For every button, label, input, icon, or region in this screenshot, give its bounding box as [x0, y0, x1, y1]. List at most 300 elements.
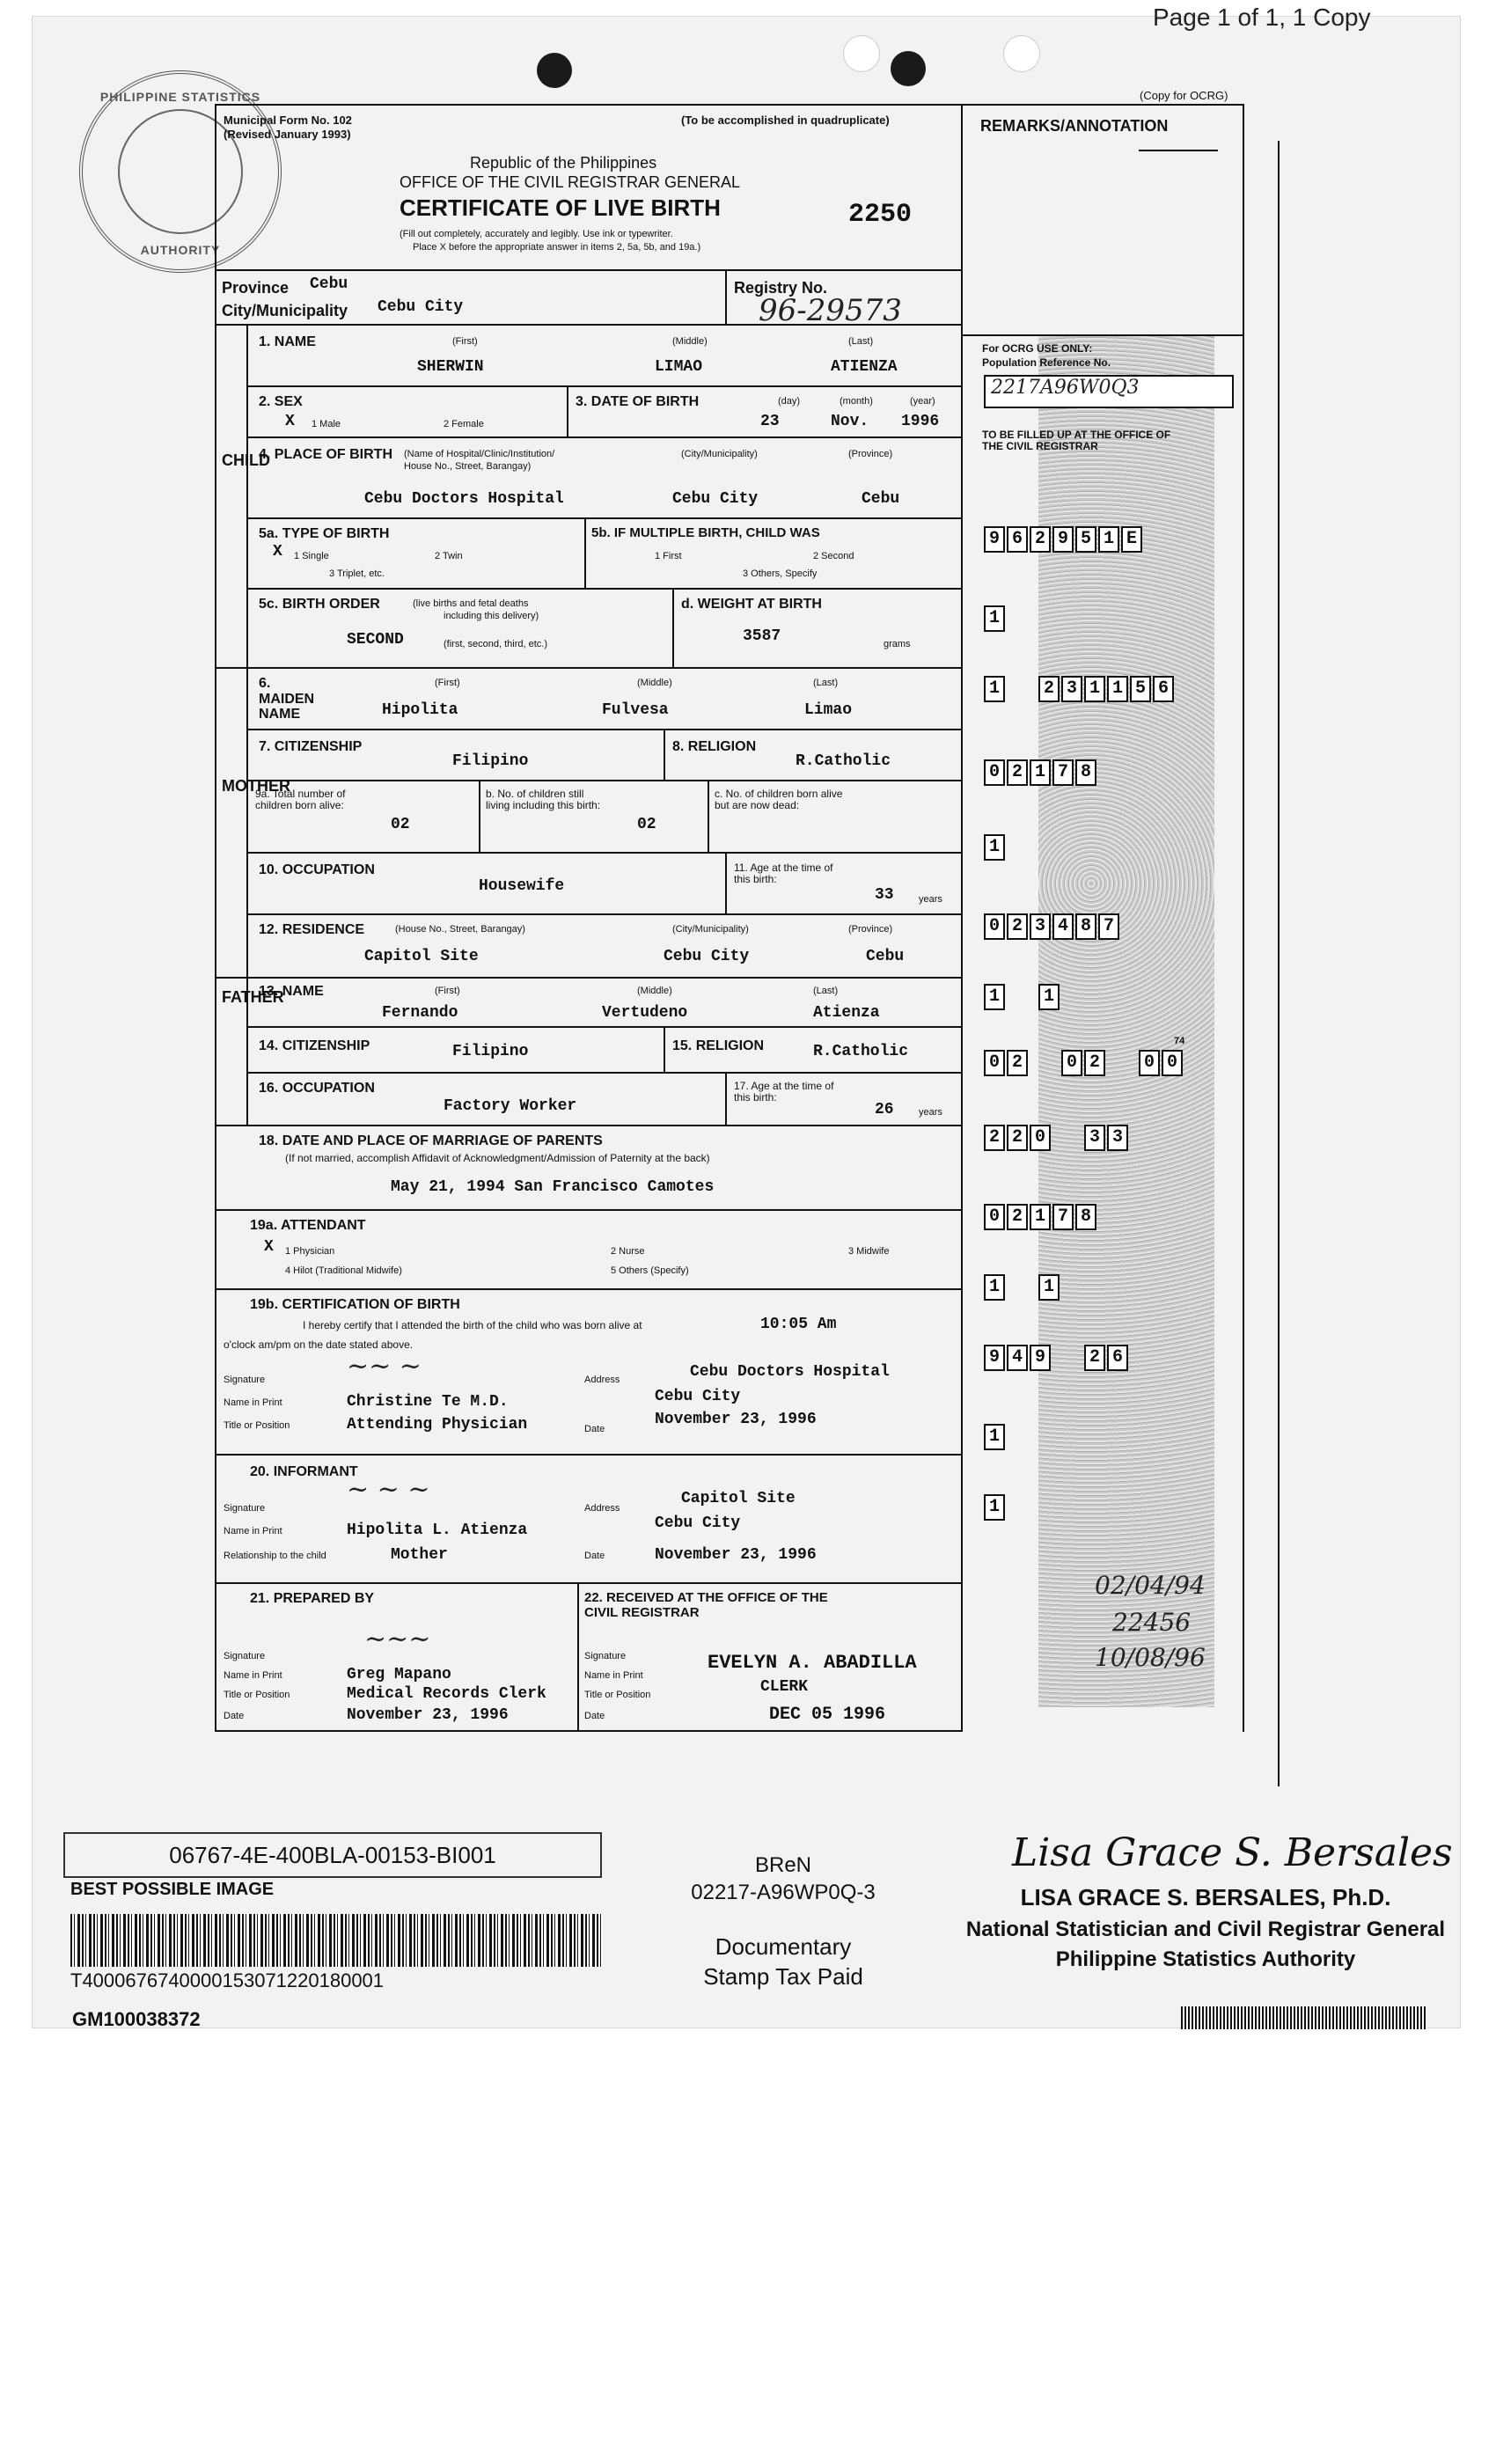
divider [215, 1209, 963, 1211]
code-cell: 1 [984, 834, 1005, 861]
mother-first-name: Hipolita [382, 701, 458, 719]
mother-religion-label: 8. RELIGION [672, 739, 757, 754]
residence-city-label: (City/Municipality) [672, 924, 749, 935]
dob-month-label: (month) [840, 396, 873, 407]
city-value: Cebu City [378, 298, 464, 316]
form-revised: (Revised January 1993) [224, 128, 351, 141]
registry-number: 96-29573 [759, 293, 902, 328]
code-cell: 2 [1007, 759, 1028, 786]
mother-occupation-label: 10. OCCUPATION [259, 862, 375, 877]
prepared-title-label: Title or Position [224, 1690, 290, 1700]
code-cell-group [1038, 676, 1174, 702]
pob-label: 4. PLACE OF BIRTH [259, 447, 393, 462]
divider [246, 913, 963, 915]
divider [664, 1026, 665, 1072]
code-cell-group [984, 759, 1096, 786]
population-ref-box [984, 375, 1234, 408]
birth-weight-unit: grams [884, 639, 911, 649]
attendant-nurse: 2 Nurse [611, 1246, 645, 1257]
received-date: DEC 05 1996 [769, 1705, 886, 1725]
code-cell-group [984, 526, 1142, 553]
informant-relationship: Mother [391, 1546, 448, 1564]
divider [246, 385, 963, 387]
code-cell: 0 [984, 1050, 1005, 1076]
form-number: Municipal Form No. 102 [224, 114, 352, 127]
father-age: 26 [875, 1101, 894, 1118]
stamp-tax-block [651, 1932, 915, 1992]
father-middle-name: Vertudeno [602, 1004, 688, 1022]
punch-hole [537, 53, 572, 88]
best-image-label: BEST POSSIBLE IMAGE [70, 1880, 275, 1899]
code-cell: 1 [1030, 759, 1051, 786]
annotation-handwriting-3: 10/08/96 [1095, 1643, 1206, 1672]
code-cell-group [984, 1050, 1028, 1076]
remarks-title: REMARKS/ANNOTATION [980, 117, 1169, 135]
mother-last-name: Limao [804, 701, 853, 719]
quadruplicate-note: (To be accomplished in quadruplicate) [681, 114, 890, 127]
dob-label: 3. DATE OF BIRTH [576, 394, 700, 409]
pob-sub-2: House No., Street, Barangay) [404, 461, 532, 472]
code-cell: 2 [984, 1125, 1005, 1151]
born-alive-value: 02 [391, 816, 410, 833]
child-last-name: ATIENZA [831, 358, 898, 376]
informant-date-label: Date [584, 1551, 605, 1561]
registrar-name: LISA GRACE S. BERSALES, Ph.D. [1020, 1884, 1391, 1910]
cert-title: Attending Physician [347, 1416, 528, 1434]
multiple-birth-label: 5b. IF MULTIPLE BIRTH, CHILD WAS [591, 525, 820, 540]
bren-value: 02217-A96WP0Q-3 [691, 1881, 876, 1905]
code-cell: 1 [984, 676, 1005, 702]
code-cell: E [1121, 526, 1142, 553]
living-children-value: 02 [637, 816, 656, 833]
bren-block [651, 1852, 915, 1906]
code-cell: 5 [1130, 676, 1151, 702]
code-cell: 9 [1052, 526, 1074, 553]
sex-male-option: 1 Male [312, 419, 341, 429]
mother-age: 33 [875, 886, 894, 904]
code-cell: 9 [984, 526, 1005, 553]
code-cell: 0 [1162, 1050, 1183, 1076]
child-middle-name: LIMAO [655, 358, 703, 376]
received-date-label: Date [584, 1711, 605, 1721]
child-middle-label: (Middle) [672, 336, 708, 347]
attendant-others: 5 Others (Specify) [611, 1265, 689, 1276]
code-cell: 4 [1007, 1345, 1028, 1371]
attendant-hilot: 4 Hilot (Traditional Midwife) [285, 1265, 402, 1276]
code-cell: 9 [984, 1345, 1005, 1371]
stamp-tax-line-2: Stamp Tax Paid [703, 1962, 863, 1990]
birth-order-sub-1: (live births and fetal deaths [413, 598, 529, 609]
informant-address-label: Address [584, 1503, 620, 1514]
dob-day-label: (day) [778, 396, 801, 407]
father-religion: R.Catholic [813, 1043, 909, 1060]
birth-order-label: 5c. BIRTH ORDER [259, 597, 380, 612]
code-cell: 1 [984, 1274, 1005, 1301]
divider [246, 1026, 963, 1028]
code-cell: 0 [1030, 1125, 1051, 1151]
code-cell: 8 [1075, 913, 1096, 940]
province-value: Cebu [310, 275, 348, 293]
physician-signature: ~~ ~ [347, 1351, 422, 1382]
cert-address-2: Cebu City [655, 1388, 741, 1405]
civil-registrar-label: TO BE FILLED UP AT THE OFFICE OF THE CIVIL REGISTRAR [982, 429, 1171, 453]
dead-children-label: c. No. of children born alive but are now dead: [715, 788, 843, 812]
divider [725, 852, 727, 913]
cert-date-label: Date [584, 1424, 605, 1434]
annotation-handwriting-1: 02/04/94 [1095, 1571, 1206, 1600]
multiple-first-option: 1 First [655, 551, 682, 561]
secondary-barcode [1181, 2006, 1427, 2029]
seal-top-text: PHILIPPINE STATISTICS [99, 90, 261, 104]
divider [708, 780, 709, 852]
type-twin-option: 2 Twin [435, 551, 463, 561]
living-children-label: b. No. of children still living including this birth: [486, 788, 601, 812]
certification-time: 10:05 Am [760, 1316, 837, 1333]
dob-day: 23 [760, 413, 780, 430]
divider [246, 588, 963, 590]
father-occupation: Factory Worker [444, 1097, 577, 1115]
mother-middle-name: Fulvesa [602, 701, 669, 719]
pob-province-label: (Province) [848, 449, 893, 459]
father-age-label: 17. Age at the time of this birth: [734, 1080, 834, 1104]
code-cell: 6 [1007, 526, 1028, 553]
informant-name-label: Name in Print [224, 1526, 282, 1536]
divider [725, 269, 727, 326]
mother-citizenship: Filipino [452, 752, 529, 770]
cert-title-label: Title or Position [224, 1420, 290, 1431]
prepared-label: 21. PREPARED BY [250, 1591, 375, 1606]
child-first-label: (First) [452, 336, 478, 347]
cert-signature-label: Signature [224, 1375, 266, 1385]
father-last-label: (Last) [813, 986, 839, 996]
received-signature-label: Signature [584, 1651, 627, 1661]
birth-certificate-form [215, 104, 963, 1732]
divider [246, 852, 963, 854]
code-cell: 3 [1084, 1125, 1105, 1151]
residence-sub: (House No., Street, Barangay) [395, 924, 525, 935]
code-cell: 5 [1075, 526, 1096, 553]
code-cell-group [984, 605, 1005, 632]
cert-name: Christine Te M.D. [347, 1393, 509, 1411]
prepared-signature-label: Signature [224, 1651, 266, 1661]
divider [584, 517, 586, 588]
code-cell: 7 [1052, 1204, 1074, 1230]
pob-city-label: (City/Municipality) [681, 449, 758, 459]
sex-mark: X [285, 413, 295, 430]
mother-age-unit: years [919, 894, 942, 905]
registry-label: Registry No. [734, 279, 828, 297]
registrar-block [959, 1881, 1452, 1976]
cert-date: November 23, 1996 [655, 1411, 817, 1428]
child-side-label: CHILD [222, 451, 270, 469]
copy-for-label: (Copy for OCRG) [1140, 89, 1228, 102]
divider [725, 1072, 727, 1125]
sex-female-option: 2 Female [444, 419, 484, 429]
attendant-mark: X [264, 1238, 274, 1256]
informant-date: November 23, 1996 [655, 1546, 817, 1564]
received-label: 22. RECEIVED AT THE OFFICE OF THE CIVIL REGISTRAR [584, 1590, 828, 1620]
cert-address-1: Cebu Doctors Hospital [690, 1363, 890, 1381]
code-cell: 7 [1098, 913, 1119, 940]
code-cell: 3 [1030, 913, 1051, 940]
pob-city: Cebu City [672, 490, 759, 508]
mother-age-label: 11. Age at the time of this birth: [734, 862, 833, 886]
birth-order-sub-3: (first, second, third, etc.) [444, 639, 547, 649]
code-cell-group [1084, 1345, 1128, 1371]
divider [215, 1582, 963, 1584]
received-name-label: Name in Print [584, 1670, 643, 1681]
multiple-second-option: 2 Second [813, 551, 854, 561]
birth-weight-label: d. WEIGHT AT BIRTH [681, 597, 822, 612]
code-cell-group [984, 1274, 1005, 1301]
code-cell: 0 [984, 913, 1005, 940]
instruction-line-1: (Fill out completely, accurately and legibly. Use ink or typewriter. [400, 229, 673, 239]
divider [246, 729, 963, 730]
informant-address-2: Cebu City [655, 1514, 741, 1532]
attendant-midwife: 3 Midwife [848, 1246, 890, 1257]
pob-sub-1: (Name of Hospital/Clinic/Institution/ [404, 449, 555, 459]
bren-label: BReN [754, 1853, 812, 1877]
page-number: Page 1 of 1, 1 Copy [1153, 4, 1371, 31]
seal-bottom-text: AUTHORITY [140, 243, 221, 257]
attendant-physician: 1 Physician [285, 1246, 335, 1257]
divider [577, 1582, 579, 1732]
prepared-date: November 23, 1996 [347, 1706, 509, 1724]
republic-label: Republic of the Philippines [470, 154, 657, 172]
stamp-tax-line-1: Documentary [715, 1933, 852, 1960]
code-cell: 1 [1038, 1274, 1060, 1301]
cert-name-label: Name in Print [224, 1397, 282, 1408]
birth-order-value: SECOND [347, 631, 404, 649]
residence-province-label: (Province) [848, 924, 893, 935]
code-cell: 1 [984, 1494, 1005, 1521]
child-name-label: 1. NAME [259, 334, 316, 349]
father-citizenship-label: 14. CITIZENSHIP [259, 1038, 370, 1053]
divider [215, 667, 963, 669]
mother-first-label: (First) [435, 678, 460, 688]
code-cell: 1 [984, 605, 1005, 632]
type-of-birth-label: 5a. TYPE OF BIRTH [259, 526, 390, 541]
residence-province: Cebu [866, 948, 905, 965]
father-first-label: (First) [435, 986, 460, 996]
barcode [70, 1914, 603, 1967]
registrar-signature: Lisa Grace S. Bersales [1012, 1830, 1453, 1875]
code-cell: 0 [1061, 1050, 1082, 1076]
ocrg-use-label: For OCRG USE ONLY: [982, 342, 1093, 355]
certification-oclock: o'clock am/pm on the date stated above. [224, 1338, 414, 1351]
code-cell-group [984, 1424, 1005, 1450]
pob-province: Cebu [862, 490, 900, 508]
code-cell-group [984, 1345, 1051, 1371]
code-cell: 2 [1084, 1345, 1105, 1371]
father-last-name: Atienza [813, 1004, 880, 1022]
code-cell: 1 [1084, 676, 1105, 702]
birth-order-sub-2: including this delivery) [444, 611, 539, 621]
code-cell: 2 [1007, 1050, 1028, 1076]
population-ref-label: Population Reference No. [982, 356, 1111, 369]
code-cell: 0 [1139, 1050, 1160, 1076]
control-number: 06767-4E-400BLA-00153-BI001 [63, 1832, 602, 1878]
received-title-label: Title or Position [584, 1690, 651, 1700]
dob-year: 1996 [901, 413, 940, 430]
code-cell: 6 [1153, 676, 1174, 702]
code-cell: 1 [1030, 1204, 1051, 1230]
code-cell: 4 [1052, 913, 1074, 940]
father-first-name: Fernando [382, 1004, 458, 1022]
sex-label: 2. SEX [259, 394, 303, 409]
annotation-handwriting-2: 22456 [1112, 1608, 1192, 1637]
prepared-title: Medical Records Clerk [347, 1685, 546, 1703]
code-cell: 0 [984, 759, 1005, 786]
certification-label: 19b. CERTIFICATION OF BIRTH [250, 1297, 460, 1312]
code-cell-group [1084, 1125, 1128, 1151]
divider [567, 385, 568, 436]
certificate-number: 2250 [848, 200, 913, 230]
code-cell-group [984, 1204, 1096, 1230]
code-cell: 0 [984, 1204, 1005, 1230]
residence-city: Cebu City [664, 948, 750, 965]
prepared-date-label: Date [224, 1711, 245, 1721]
code-cell: 8 [1075, 1204, 1096, 1230]
registrar-title: National Statistician and Civil Registrar General [965, 1917, 1446, 1941]
code-cell: 1 [1098, 526, 1119, 553]
divider [215, 1454, 963, 1456]
prepared-name: Greg Mapano [347, 1666, 451, 1683]
informant-signature-label: Signature [224, 1503, 266, 1514]
child-last-label: (Last) [848, 336, 874, 347]
marriage-sub: (If not married, accomplish Affidavit of Acknowledgment/Admission of Paternity at the back) [285, 1152, 710, 1164]
code-cell: 3 [1061, 676, 1082, 702]
mother-religion: R.Catholic [796, 752, 891, 770]
code-cell: 1 [984, 1424, 1005, 1450]
informant-label: 20. INFORMANT [250, 1464, 358, 1479]
city-label: City/Municipality [222, 302, 348, 319]
certification-text: I hereby certify that I attended the birth of the child who was born alive at [303, 1319, 642, 1331]
dob-year-label: (year) [910, 396, 935, 407]
code-cell: 2 [1007, 913, 1028, 940]
code-cell-group [984, 984, 1005, 1010]
punch-hole [1003, 35, 1040, 72]
prepared-name-label: Name in Print [224, 1670, 282, 1681]
code-cell-group [984, 1494, 1005, 1521]
code-cell: 8 [1075, 759, 1096, 786]
code-cell: 9 [1030, 1345, 1051, 1371]
received-name: EVELYN A. ABADILLA [708, 1652, 917, 1674]
mother-citizenship-label: 7. CITIZENSHIP [259, 739, 363, 754]
code-cell-group [984, 834, 1005, 861]
code-cell: 1 [984, 984, 1005, 1010]
code-cell: 2 [1007, 1125, 1028, 1151]
province-label: Province [222, 279, 290, 297]
divider [246, 517, 963, 519]
mother-side-label: MOTHER [222, 777, 290, 795]
father-religion-label: 15. RELIGION [672, 1038, 765, 1053]
punch-hole [891, 51, 926, 86]
divider [246, 780, 963, 781]
code-cell: 7 [1052, 759, 1074, 786]
code-cell: 2 [1030, 526, 1051, 553]
code-cell-group [1038, 1274, 1060, 1301]
multiple-others-option: 3 Others, Specify [743, 568, 818, 579]
mother-occupation: Housewife [479, 877, 565, 895]
preparer-signature: ~~~ [364, 1624, 431, 1654]
code-cell: 1 [1038, 984, 1060, 1010]
informant-address-1: Capitol Site [681, 1490, 796, 1507]
divider [664, 729, 665, 780]
divider [963, 334, 1244, 336]
population-ref-value: 2217A96W0Q3 [991, 377, 1140, 399]
received-title: CLERK [760, 1678, 809, 1696]
divider [215, 1288, 963, 1290]
type-triplet-option: 3 Triplet, etc. [329, 568, 385, 579]
code-cell: 2 [1084, 1050, 1105, 1076]
gm-number: GM100038372 [72, 2008, 201, 2030]
informant-relationship-label: Relationship to the child [224, 1551, 326, 1561]
margin-line [1278, 141, 1280, 1786]
marriage-value: May 21, 1994 San Francisco Camotes [391, 1178, 715, 1196]
cert-address-label: Address [584, 1375, 620, 1385]
code-cell-group [1038, 984, 1060, 1010]
code-cell: 1 [1107, 676, 1128, 702]
informant-name: Hipolita L. Atienza [347, 1522, 528, 1539]
office-label: OFFICE OF THE CIVIL REGISTRAR GENERAL [400, 173, 741, 191]
divider [215, 977, 963, 979]
father-age-unit: years [919, 1107, 942, 1118]
father-middle-label: (Middle) [637, 986, 672, 996]
divider [246, 1072, 963, 1074]
code-field-number: 74 [1174, 1036, 1185, 1046]
father-side-label: FATHER [222, 988, 284, 1006]
code-cell-group [984, 913, 1119, 940]
code-cell: 3 [1107, 1125, 1128, 1151]
marriage-label: 18. DATE AND PLACE OF MARRIAGE OF PARENTS [259, 1133, 603, 1148]
divider [672, 588, 674, 667]
instruction-line-2: Place X before the appropriate answer in items 2, 5a, 5b, and 19a.) [413, 242, 701, 253]
registrar-org: Philippine Statistics Authority [1055, 1947, 1356, 1972]
mother-last-label: (Last) [813, 678, 839, 688]
mother-middle-label: (Middle) [637, 678, 672, 688]
divider [246, 436, 963, 438]
informant-signature: ~ ~ ~ [347, 1474, 430, 1505]
residence-value: Capitol Site [364, 948, 479, 965]
type-single-option: 1 Single [294, 551, 329, 561]
father-name-label: 13. NAME [259, 984, 324, 999]
code-cell: 6 [1107, 1345, 1128, 1371]
code-cell-group [1139, 1050, 1183, 1076]
divider [479, 780, 480, 852]
dob-month: Nov. [831, 413, 869, 430]
code-cell: 2 [1007, 1204, 1028, 1230]
birth-weight-value: 3587 [743, 627, 781, 645]
code-cell-group [1061, 1050, 1105, 1076]
child-first-name: SHERWIN [417, 358, 484, 376]
mother-name-label: 6. MAIDEN NAME [259, 676, 315, 722]
code-cell: 2 [1038, 676, 1060, 702]
born-alive-label: 9a. Total number of children born alive: [255, 788, 346, 812]
pob-hospital: Cebu Doctors Hospital [364, 490, 564, 508]
divider [215, 1125, 963, 1126]
punch-hole [843, 35, 880, 72]
father-citizenship: Filipino [452, 1043, 529, 1060]
remarks-mark [1139, 150, 1218, 151]
barcode-text: T4000676740000153071220180001 [70, 1969, 385, 1991]
residence-label: 12. RESIDENCE [259, 922, 365, 937]
attendant-label: 19a. ATTENDANT [250, 1218, 366, 1233]
type-of-birth-mark: X [273, 543, 282, 561]
code-cell-group [984, 1125, 1051, 1151]
certificate-title: CERTIFICATE OF LIVE BIRTH [400, 194, 721, 221]
father-occupation-label: 16. OCCUPATION [259, 1081, 375, 1096]
